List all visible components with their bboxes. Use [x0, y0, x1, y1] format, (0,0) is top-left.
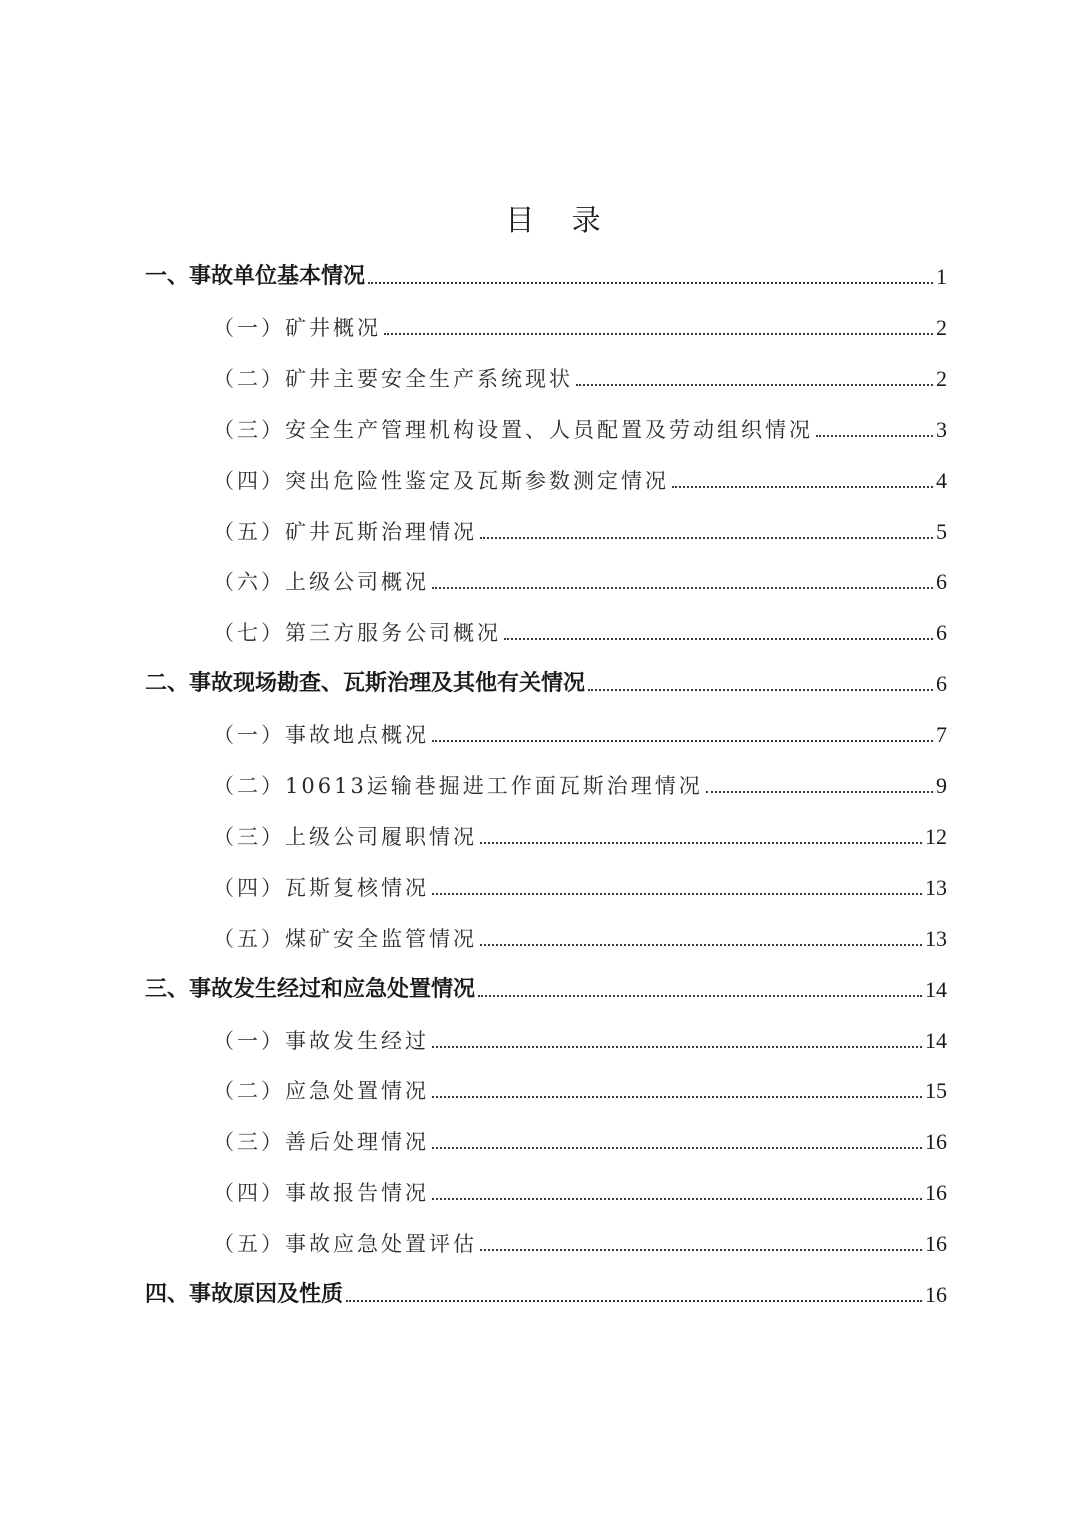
- toc-subsection-entry[interactable]: [213, 507, 947, 547]
- toc-dot-leader: [368, 282, 933, 284]
- toc-dot-leader: [478, 995, 922, 997]
- toc-page-number: 16: [925, 1129, 947, 1154]
- toc-section-entry[interactable]: [145, 252, 947, 292]
- toc-entry-title: （四）瓦斯复核情况: [213, 876, 429, 900]
- toc-entry-title: 三、事故发生经过和应急处置情况: [145, 977, 476, 1002]
- toc-subsection-entry[interactable]: [213, 354, 947, 394]
- toc-section-entry[interactable]: [145, 965, 947, 1005]
- toc-subsection-entry[interactable]: [213, 1219, 947, 1259]
- toc-dot-leader: [672, 486, 933, 488]
- toc-dot-leader: [576, 384, 933, 386]
- toc-page-number: 16: [925, 1231, 947, 1256]
- toc-subsection-entry[interactable]: [213, 863, 947, 903]
- toc-subsection-entry[interactable]: [213, 1066, 947, 1106]
- toc-dot-leader: [504, 638, 933, 640]
- toc-page-number: 14: [925, 977, 947, 1002]
- toc-entry-title: （五）矿井瓦斯治理情况: [213, 520, 477, 544]
- toc-entry-title: （二）10613运输巷掘进工作面瓦斯治理情况: [213, 774, 703, 798]
- toc-page-number: 5: [936, 519, 947, 544]
- toc-page-number: 2: [936, 315, 947, 340]
- toc-subsection-entry[interactable]: [213, 1168, 947, 1208]
- toc-subsection-entry[interactable]: [213, 914, 947, 954]
- toc-subsection-entry[interactable]: [213, 608, 947, 648]
- toc-dot-leader: [346, 1300, 922, 1302]
- toc-page-number: 13: [925, 875, 947, 900]
- toc-page-number: 13: [925, 926, 947, 951]
- toc-subsection-entry[interactable]: [213, 456, 947, 496]
- toc-page-number: 6: [936, 569, 947, 594]
- toc-section-entry[interactable]: [145, 1270, 947, 1310]
- toc-dot-leader: [432, 587, 933, 589]
- toc-subsection-entry[interactable]: [213, 405, 947, 445]
- toc-subsection-entry[interactable]: [213, 710, 947, 750]
- toc-subsection-entry[interactable]: [213, 557, 947, 597]
- toc-dot-leader: [432, 1046, 922, 1048]
- toc-dot-leader: [432, 893, 922, 895]
- toc-entry-title: （一）事故发生经过: [213, 1029, 429, 1053]
- toc-entry-title: 一、事故单位基本情况: [145, 264, 366, 289]
- toc-dot-leader: [384, 333, 933, 335]
- toc-page-number: 15: [925, 1078, 947, 1103]
- toc-subsection-entry[interactable]: [213, 303, 947, 343]
- toc-page-number: 9: [936, 773, 947, 798]
- toc-dot-leader: [432, 1096, 922, 1098]
- toc-entry-title: （一）矿井概况: [213, 316, 381, 340]
- toc-page-number: 3: [936, 417, 947, 442]
- toc-dot-leader: [432, 1198, 922, 1200]
- toc-page-number: 7: [936, 722, 947, 747]
- toc-entry-title: 四、事故原因及性质: [145, 1282, 344, 1307]
- toc-dot-leader: [480, 537, 933, 539]
- toc-page-number: 12: [925, 824, 947, 849]
- toc-page-number: 1: [936, 264, 947, 289]
- toc-page-number: 6: [936, 671, 947, 696]
- toc-entry-title: （一）事故地点概况: [213, 723, 429, 747]
- toc-subsection-entry[interactable]: [213, 1117, 947, 1157]
- toc-entry-title: （二）矿井主要安全生产系统现状: [213, 367, 573, 391]
- toc-dot-leader: [588, 689, 933, 691]
- toc-entry-title: （三）安全生产管理机构设置、人员配置及劳动组织情况: [213, 418, 813, 442]
- toc-page-number: 14: [925, 1028, 947, 1053]
- toc-entry-title: （三）善后处理情况: [213, 1130, 429, 1154]
- toc-dot-leader: [480, 944, 922, 946]
- toc-dot-leader: [816, 435, 933, 437]
- toc-dot-leader: [480, 842, 922, 844]
- toc-subsection-entry[interactable]: [213, 1016, 947, 1056]
- toc-entry-title: （二）应急处置情况: [213, 1079, 429, 1103]
- toc-entry-title: 二、事故现场勘查、瓦斯治理及其他有关情况: [145, 671, 586, 696]
- toc-subsection-entry[interactable]: [213, 812, 947, 852]
- toc-dot-leader: [432, 1147, 922, 1149]
- toc-page-number: 16: [925, 1180, 947, 1205]
- toc-entry-title: （四）突出危险性鉴定及瓦斯参数测定情况: [213, 469, 669, 493]
- toc-entry-title: （五）煤矿安全监管情况: [213, 927, 477, 951]
- toc-entry-title: （五）事故应急处置评估: [213, 1232, 477, 1256]
- toc-page-number: 16: [925, 1282, 947, 1307]
- toc-dot-leader: [706, 791, 933, 793]
- toc-entry-title: （七）第三方服务公司概况: [213, 621, 501, 645]
- toc-entry-title: （三）上级公司履职情况: [213, 825, 477, 849]
- toc-entry-title: （四）事故报告情况: [213, 1181, 429, 1205]
- page-title: 目 录: [505, 203, 615, 237]
- toc-page-number: 2: [936, 366, 947, 391]
- toc-page-number: 6: [936, 620, 947, 645]
- toc-subsection-entry[interactable]: [213, 761, 947, 801]
- toc-section-entry[interactable]: [145, 659, 947, 699]
- toc-dot-leader: [432, 740, 933, 742]
- toc-entry-title: （六）上级公司概况: [213, 570, 429, 594]
- toc-page-number: 4: [936, 468, 947, 493]
- toc-dot-leader: [480, 1249, 922, 1251]
